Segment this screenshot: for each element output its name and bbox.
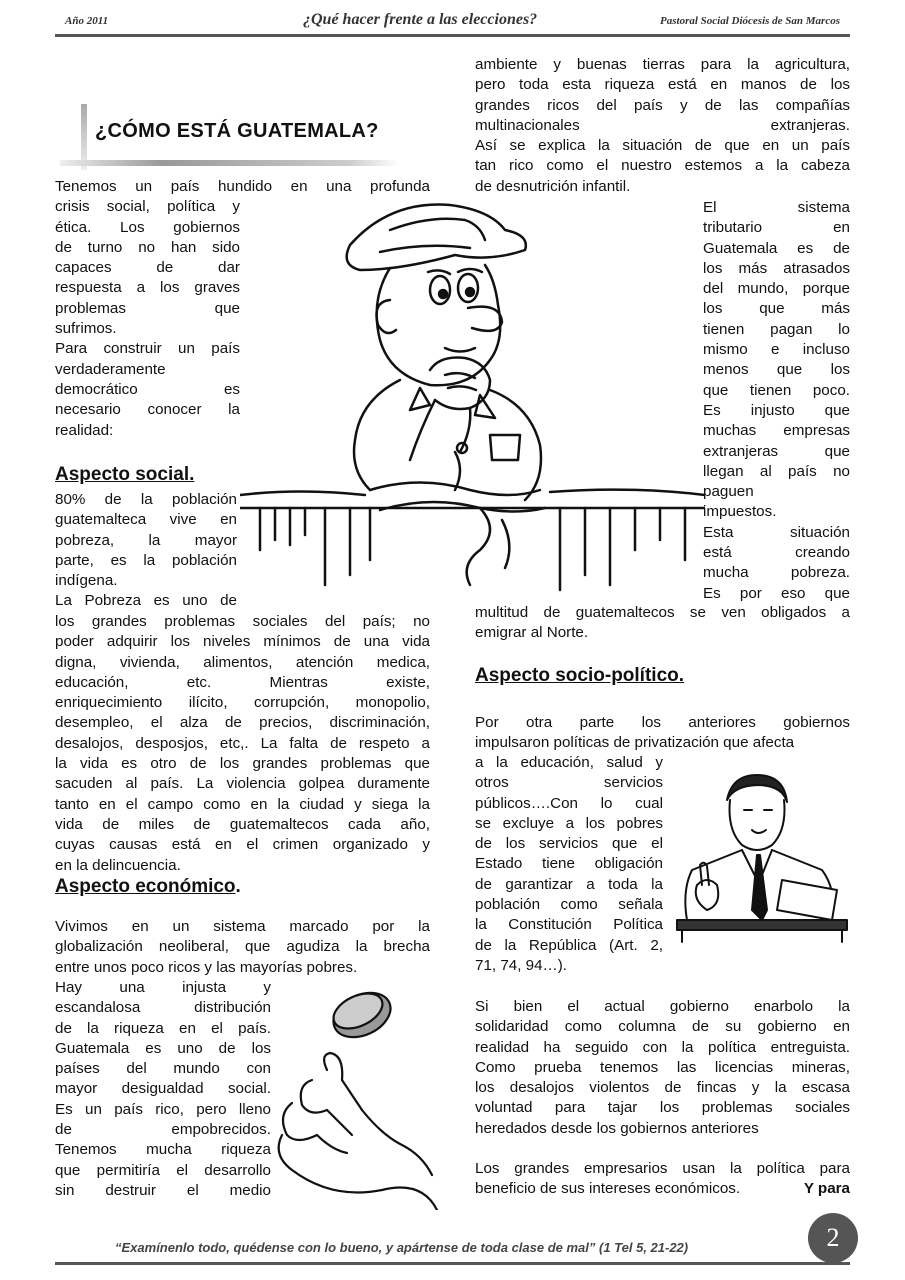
text-line: multinacionales extranjeras. bbox=[475, 116, 850, 134]
economic-heading: Aspecto económico bbox=[55, 876, 236, 897]
text-line: ambiente y buenas tierras para la agricultura, bbox=[475, 56, 850, 73]
social-heading: Aspecto social. bbox=[55, 464, 195, 485]
text-line: multitud de guatemaltecos se ven obligados a bbox=[475, 604, 850, 621]
text-line: guatemalteca vive en bbox=[55, 511, 237, 529]
political-paragraph-narrow bbox=[475, 753, 663, 976]
text-line: democrático es bbox=[55, 380, 240, 398]
text-line: muchas empresas bbox=[703, 422, 850, 440]
text-line: escandalosa distribución bbox=[55, 999, 271, 1017]
text-line: solidaridad como columna de su gobierno en bbox=[475, 1018, 850, 1036]
text-line: está creando bbox=[703, 544, 850, 562]
political-heading: Aspecto socio-político. bbox=[475, 665, 685, 686]
text-line: necesario conocer la bbox=[55, 401, 240, 419]
text-line: digna, vivienda, alimentos, atención medica, bbox=[55, 653, 430, 671]
text-line: globalización neoliberal, que agudiza la brecha bbox=[55, 938, 430, 956]
text-line: públicos….Con lo cual bbox=[475, 794, 663, 812]
text-line: otros servicios bbox=[475, 774, 663, 792]
text-line: Esta situación bbox=[703, 523, 850, 541]
text-line: sacuden al país. La violencia golpea duramente bbox=[55, 775, 430, 793]
header-year: Año 2011 bbox=[65, 15, 109, 27]
text-line: Así se explica la situación de que en un país bbox=[475, 137, 850, 155]
text-line: tributario en bbox=[703, 219, 850, 237]
header-org: Pastoral Social Diócesis de San Marcos bbox=[660, 15, 840, 27]
text-line: 80% de la población bbox=[55, 491, 237, 508]
text-line: realidad ha seguido con la política entreguista. bbox=[475, 1038, 850, 1056]
economic-paragraph-wide bbox=[55, 917, 430, 978]
text-line: respuesta a los graves bbox=[55, 279, 240, 297]
main-title-box bbox=[60, 104, 400, 174]
text-line: Es un país rico, pero lleno bbox=[55, 1100, 271, 1118]
page-footer bbox=[55, 1238, 850, 1265]
text-line: indígena. bbox=[55, 572, 118, 590]
text-line: de los servicios que el bbox=[475, 835, 663, 853]
text-line: Guatemala es de bbox=[703, 239, 850, 257]
economic-heading-wrap bbox=[55, 876, 241, 898]
text-line: los desalojos violentos de fincas y la escasa bbox=[475, 1079, 850, 1097]
text-line: La Pobreza es uno de bbox=[55, 592, 237, 610]
text-line: ética. Los gobiernos bbox=[55, 218, 240, 236]
text-line: de turno no han sido bbox=[55, 238, 240, 256]
text-line: en la delincuencia. bbox=[55, 856, 181, 874]
text-line: Como prueba tenemos las licencias mineras, bbox=[475, 1058, 850, 1076]
text-line: extranjeras que bbox=[703, 442, 850, 460]
text-line: paguen bbox=[703, 483, 754, 501]
text-line: heredados desde los gobiernos anteriores bbox=[475, 1119, 759, 1137]
text-line: la vida es otro de los grandes problemas que bbox=[55, 755, 430, 773]
text-line: llegan al país no bbox=[703, 462, 850, 480]
text-line: a la educación, salud y bbox=[475, 754, 663, 771]
text-line: Si bien el actual gobierno enarbolo la bbox=[475, 998, 850, 1015]
text-line: problemas que bbox=[55, 299, 240, 317]
business-paragraph bbox=[475, 1159, 850, 1200]
text-line: poder adquirir los niveles mínimos de una vida bbox=[55, 633, 430, 651]
hand-coin-illustration bbox=[272, 985, 472, 1210]
farmer-thinking-illustration bbox=[240, 190, 705, 595]
text-line: Es por eso que bbox=[703, 584, 850, 602]
text-line: Tenemos un país hundido en una profunda bbox=[55, 178, 430, 195]
text-line: de empobrecidos. bbox=[55, 1121, 271, 1139]
text-line: sufrimos. bbox=[55, 320, 117, 338]
text-line: de desnutrición infantil. bbox=[475, 177, 631, 195]
page-header bbox=[55, 10, 850, 37]
text-line: voluntad para tajar los problemas sociales bbox=[475, 1099, 850, 1117]
text-line: del mundo, porque bbox=[703, 280, 850, 298]
text-line: educación, etc. Mientras existe, bbox=[55, 673, 430, 691]
text-line: población como señala bbox=[475, 896, 663, 914]
text-line: de la República (Art. 2, bbox=[475, 936, 663, 954]
economic-heading-dot: . bbox=[235, 876, 241, 897]
text-line: Guatemala es uno de los bbox=[55, 1039, 271, 1057]
text-line: que permitiría el desarrollo bbox=[55, 1161, 271, 1179]
text-line: la Constitución Política bbox=[475, 916, 663, 934]
text-line: vida de miles de guatemaltecos cada año, bbox=[55, 815, 430, 833]
text-line: impuestos. bbox=[703, 503, 777, 521]
right-top-paragraph bbox=[475, 55, 850, 197]
tax-paragraph-wide bbox=[475, 603, 850, 644]
text-line: realidad: bbox=[55, 421, 114, 439]
tax-paragraph-narrow bbox=[703, 198, 850, 604]
text-line: verdaderamente bbox=[55, 360, 166, 378]
text-line: enriquecimiento ilícito, corrupción, monopolio, bbox=[55, 694, 430, 712]
text-line: crisis social, política y bbox=[55, 198, 240, 216]
text-line: los más atrasados bbox=[703, 259, 850, 277]
text-line: tanto en el campo como en la ciudad y siega la bbox=[55, 795, 430, 813]
text-line: impulsaron políticas de privatización que afecta bbox=[475, 734, 795, 752]
text-line: desempleo, el alza de precios, discriminación, bbox=[55, 714, 430, 732]
text-line: que tienen poco. bbox=[703, 381, 850, 399]
business-line-2-text: beneficio de sus intereses económicos. bbox=[475, 1180, 741, 1198]
business-line-2-bold: Y para bbox=[803, 1180, 850, 1198]
text-line: Tenemos mucha riqueza bbox=[55, 1141, 271, 1159]
main-title: ¿CÓMO ESTÁ GUATEMALA? bbox=[95, 120, 379, 142]
government-paragraph bbox=[475, 997, 850, 1139]
text-line: países del mundo con bbox=[55, 1060, 271, 1078]
politician-illustration bbox=[672, 770, 852, 945]
social-paragraph-narrow bbox=[55, 490, 237, 612]
text-line: cuyas causas está en el crimen organizado y bbox=[55, 836, 430, 854]
text-line: tienen pagan lo bbox=[703, 320, 850, 338]
political-paragraph-wide bbox=[475, 713, 850, 754]
text-line: Estado tiene obligación bbox=[475, 855, 663, 873]
text-line: de garantizar a toda la bbox=[475, 875, 663, 893]
text-line: capaces de dar bbox=[55, 259, 240, 277]
text-line: pero toda esta riqueza está en manos de los bbox=[475, 76, 850, 94]
text-line: se excluye a los pobres bbox=[475, 814, 663, 832]
text-line: los que más bbox=[703, 300, 850, 318]
text-line: menos que los bbox=[703, 361, 850, 379]
text-line: sin destruir el medio bbox=[55, 1181, 271, 1199]
text-line: mismo e incluso bbox=[703, 341, 850, 359]
header-title: ¿Qué hacer frente a las elecciones? bbox=[303, 11, 538, 28]
business-line-1: Los grandes empresarios usan la política para bbox=[475, 1160, 850, 1177]
text-line: entre unos poco ricos y las mayorías pobres. bbox=[55, 958, 358, 976]
text-line: Por otra parte los anteriores gobiernos bbox=[475, 714, 850, 731]
text-line: parte, es la población bbox=[55, 551, 237, 569]
business-line-2 bbox=[475, 1179, 850, 1199]
footer-quote: “Examínenlo todo, quédense con lo bueno, y apártense de toda clase de mal” (1 Tel 5, 21-22) bbox=[115, 1240, 689, 1255]
social-paragraph-wide bbox=[55, 612, 430, 876]
text-line: desalojos, desposjos, etc,. La falta de respeto a bbox=[55, 734, 430, 752]
text-line: Es injusto que bbox=[703, 401, 850, 419]
text-line: mayor desigualdad social. bbox=[55, 1080, 271, 1098]
text-line: 71, 74, 94…). bbox=[475, 956, 568, 974]
text-line: pobreza, la mayor bbox=[55, 531, 237, 549]
text-line: Hay una injusta y bbox=[55, 979, 271, 996]
text-line: los grandes problemas sociales del país; no bbox=[55, 613, 430, 630]
text-line: de la riqueza en el país. bbox=[55, 1019, 271, 1037]
text-line: Para construir un país bbox=[55, 340, 240, 358]
page-number: 2 bbox=[808, 1213, 858, 1263]
text-line: tan rico como el nuestro estemos a la cabeza bbox=[475, 157, 850, 175]
text-line: El sistema bbox=[703, 199, 850, 216]
text-line: Vivimos en un sistema marcado por la bbox=[55, 918, 430, 935]
text-line: mucha pobreza. bbox=[703, 564, 850, 582]
text-line: emigrar al Norte. bbox=[475, 624, 589, 642]
economic-paragraph-narrow bbox=[55, 978, 271, 1201]
title-horizontal-bar bbox=[60, 160, 400, 166]
text-line: grandes ricos del país y de las compañías bbox=[475, 96, 850, 114]
